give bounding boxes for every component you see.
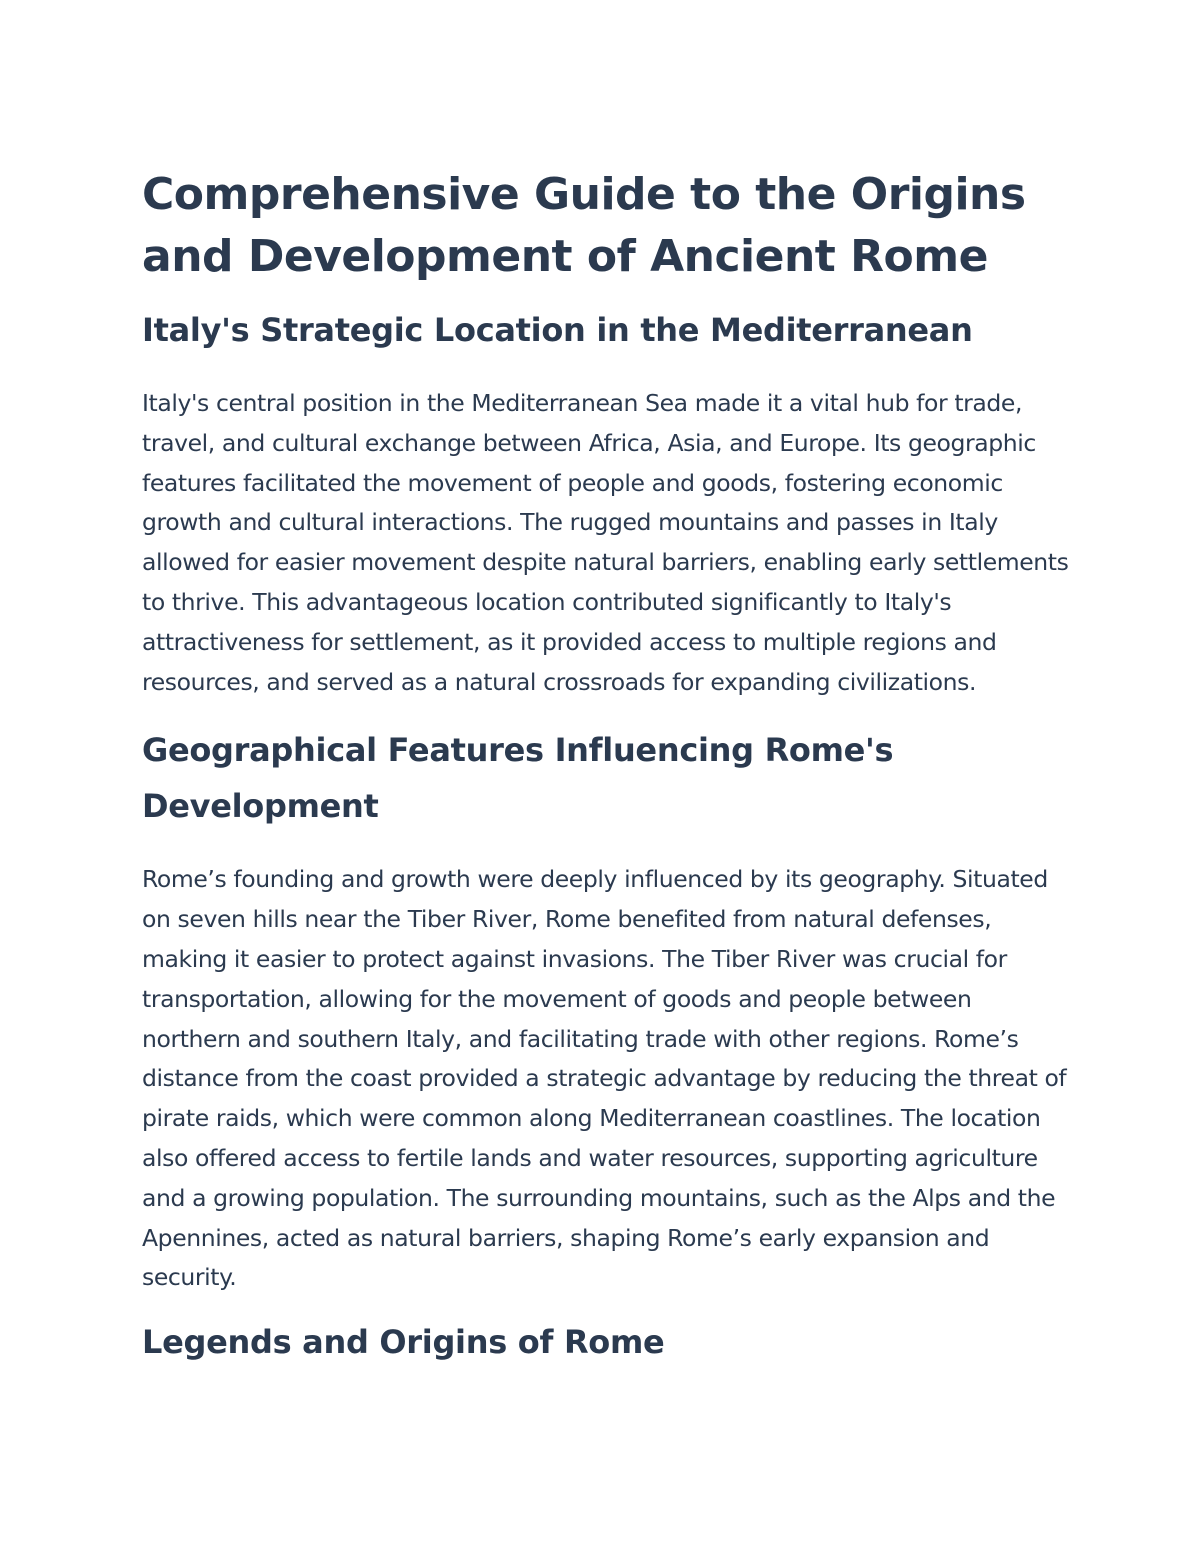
section-paragraph-strategic-location: Italy's central position in the Mediterranean Sea made it a vital hub for trade, travel, and cultural exchange between Africa, Asia, and Europe. Its geographic features facilitated the movement of people and goods, fostering economic growth and cultural interactions. The rugged mountains and passes in Italy allowed for easier movement despite natural barriers, enabling early settlements to thrive. This advantageous location contributed significantly to Italy's attractiveness for settlement, as it provided access to multiple regions and resources, and served as a natural crossroads for expanding civilizations. [142, 389, 1069, 696]
document-title: Comprehensive Guide to the Origins and Development of Ancient Rome [142, 169, 1026, 282]
document-page [142, 164, 1072, 1368]
section-heading-geographical-features: Geographical Features Influencing Rome's Development [142, 731, 894, 826]
section-heading-legends-origins: Legends and Origins of Rome [142, 1323, 665, 1362]
section-heading-strategic-location: Italy's Strategic Location in the Mediterranean [142, 311, 973, 349]
section-paragraph-geographical-features: Rome’s founding and growth were deeply influenced by its geography. Situated on seven hills near the Tiber River, Rome benefited from natural defenses, making it easier to protect against invasions. The Tiber River was crucial for transportation, allowing for the movement of goods and people between northern and southern Italy, and facilitating trade with other regions. Rome’s distance from the coast provided a strategic advantage by reducing the threat of pirate raids, which were common along Mediterranean coastlines. The location also offered access to fertile lands and water resources, supporting agriculture and a growing population. The surrounding mountains, such as the Alps and the Apennines, acted as natural barriers, shaping Rome’s early expansion and security. [142, 865, 1067, 1292]
